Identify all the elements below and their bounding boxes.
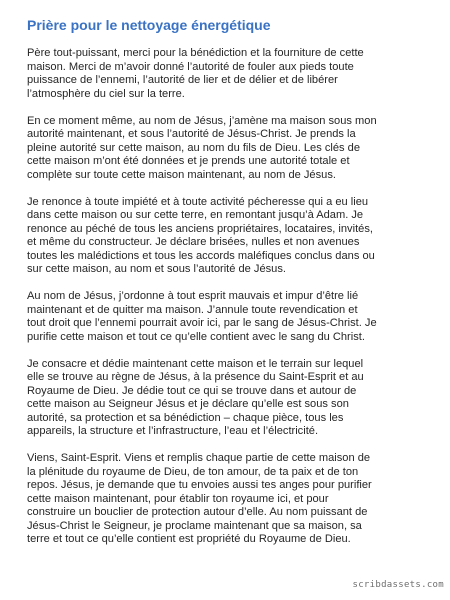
paragraph-line: renonce au péché de tous les anciens propriétaires, locataires, invités, xyxy=(27,222,373,235)
paragraph-line: cette maison au Seigneur Jésus et je déclare qu’elle est sous son xyxy=(27,398,349,410)
paragraph-line: la plénitude du royaume de Dieu, de ton amour, de ta paix et de ton xyxy=(27,465,359,478)
paragraph xyxy=(27,358,432,439)
paragraph-line: autorité maintenant, et sous l’autorité de Jésus-Christ. Je prends la xyxy=(27,128,356,140)
paragraph-line: Je renonce à toute impiété et à toute activité pécheresse qui a eu lieu xyxy=(27,195,369,208)
paragraph-line: et même du constructeur. Je déclare brisées, nulles et non avenues xyxy=(27,236,360,248)
paragraph-line: elle se trouve au règne de Jésus, à la présence du Saint-Esprit et au xyxy=(27,371,364,383)
prayer-body xyxy=(27,47,432,560)
paragraph-line: purifie cette maison et tout ce qu’elle contient avec le sang du Christ. xyxy=(27,330,365,343)
paragraph xyxy=(27,47,432,101)
paragraph-line: Au nom de Jésus, j’ordonne à tout esprit mauvais et impur d’être lié xyxy=(27,290,359,302)
watermark: scribdassets.com xyxy=(352,580,444,590)
paragraph-line: repos. Jésus, je demande que tu envoies aussi tes anges pour purifier xyxy=(27,479,372,491)
paragraph-line: appareils, la structure et l’infrastructure, l’eau et l’électricité. xyxy=(27,425,319,437)
paragraph-line: maintenant et de quitter ma maison. J’annule toute revendication et xyxy=(27,303,358,316)
paragraph-line: terre et tout ce qu’elle contient est propriété du Royaume de Dieu. xyxy=(27,533,351,545)
paragraph-line: tout droit que l’ennemi pourrait avoir ici, par le sang de Jésus-Christ. Je xyxy=(27,317,377,329)
paragraph-line: pleine autorité sur cette maison, au nom du fils de Dieu. Les clés de xyxy=(27,141,360,154)
page-title: Prière pour le nettoyage énergétique xyxy=(27,17,271,33)
paragraph-line: cette maison maintenant, pour établir ton royaume ici, et pour xyxy=(27,492,329,505)
paragraph-line: Royaume de Dieu. Je dédie tout ce qui se trouve dans et autour de xyxy=(27,384,357,397)
paragraph-line: Viens, Saint-Esprit. Viens et remplis chaque partie de cette maison de xyxy=(27,452,371,464)
paragraph-line: puissance de l’ennemi, l’autorité de lier et de délier et de libérer xyxy=(27,74,338,86)
paragraph-line: l’atmosphère du ciel sur la terre. xyxy=(27,87,185,100)
paragraph xyxy=(27,290,432,344)
paragraph-line: dans cette maison ou sur cette terre, en remontant jusqu’à Adam. Je xyxy=(27,209,364,221)
paragraph-line: En ce moment même, au nom de Jésus, j’amène ma maison sous mon xyxy=(27,114,377,127)
paragraph-line: toutes les malédictions et tous les accords maléfiques conclus dans ou xyxy=(27,249,375,262)
paragraph-line: Jésus-Christ le Seigneur, je proclame maintenant que sa maison, sa xyxy=(27,519,362,532)
paragraph-line: Père tout-puissant, merci pour la bénédiction et la fourniture de cette xyxy=(27,47,364,59)
paragraph-line: cette maison m’ont été données et je prends une autorité totale et xyxy=(27,155,350,167)
paragraph-line: complète sur toute cette maison maintenant, au nom de Jésus. xyxy=(27,168,336,181)
paragraph xyxy=(27,452,432,547)
paragraph-line: Je consacre et dédie maintenant cette maison et le terrain sur lequel xyxy=(27,357,364,370)
paragraph-line: sur cette maison, au nom et sous l’autorité de Jésus. xyxy=(27,263,286,275)
paragraph-line: maison. Merci de m’avoir donné l’autorité de fouler aux pieds toute xyxy=(27,60,354,73)
paragraph xyxy=(27,196,432,277)
paragraph xyxy=(27,115,432,183)
paragraph-line: autorité, sa protection et sa bénédiction – chaque pièce, tous les xyxy=(27,411,344,424)
paragraph-line: construire un bouclier de protection autour d’elle. Au nom puissant de xyxy=(27,506,368,518)
